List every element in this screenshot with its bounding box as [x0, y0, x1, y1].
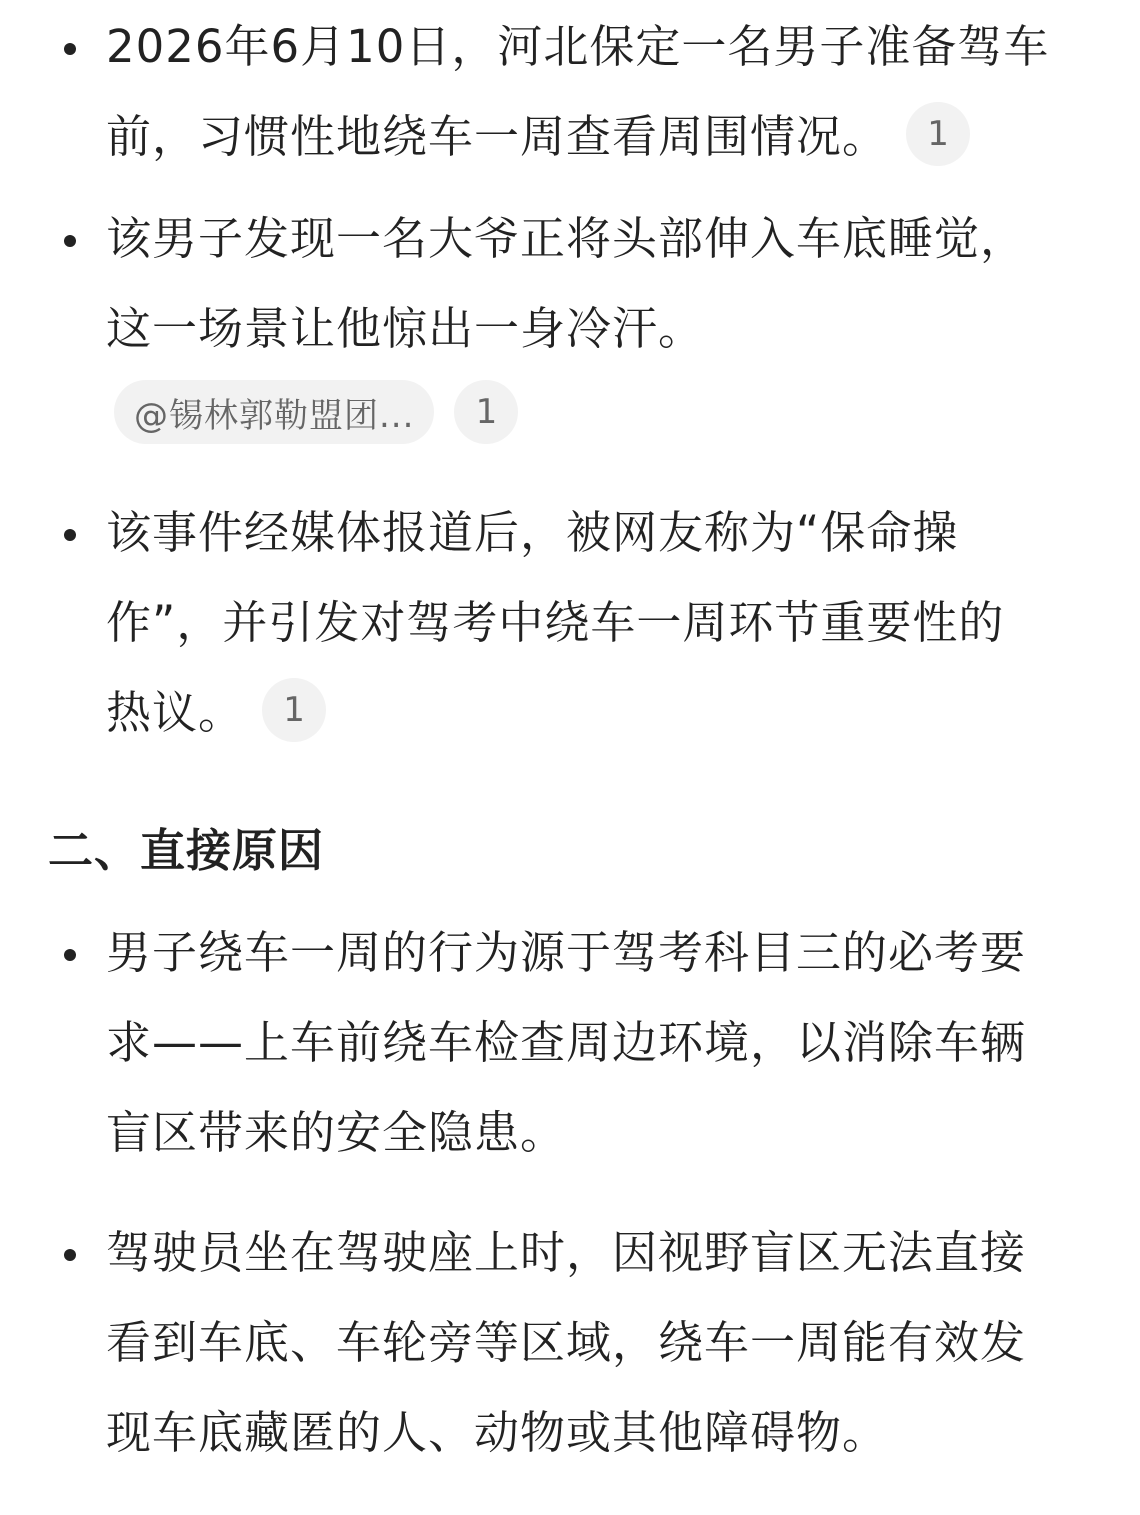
item-line: 男子绕车一周的行为源于驾考科目三的必考要 — [106, 926, 1027, 979]
source-chip[interactable]: @锡林郭勒盟团... — [114, 380, 434, 444]
item-line: 2026年6月10日，河北保定一名男子准备驾车 — [106, 20, 1050, 73]
list-item — [0, 194, 1140, 374]
item-line: 前，习惯性地绕车一周查看周围情况。 — [106, 110, 889, 163]
item-line: 这一场景让他惊出一身冷汗。 — [106, 302, 705, 355]
list-item — [0, 488, 1140, 758]
section-heading: 二、直接原因 — [48, 824, 325, 877]
bullet-dot — [64, 529, 76, 541]
source-row — [114, 380, 1140, 444]
item-line: 热议。 — [106, 686, 245, 739]
item-line: 该男子发现一名大爷正将头部伸入车底睡觉， — [106, 212, 1027, 265]
event-list — [0, 2, 1140, 374]
item-line: 看到车底、车轮旁等区域，绕车一周能有效发 — [106, 1316, 1027, 1369]
bullet-dot — [64, 43, 76, 55]
item-line: 该事件经媒体报道后，被网友称为“保命操 — [106, 506, 959, 559]
list-item — [0, 2, 1140, 182]
citation-badge[interactable]: 1 — [454, 380, 518, 444]
citation-badge[interactable]: 1 — [262, 678, 326, 742]
answer-content — [0, 2, 1140, 1515]
cause-list — [0, 908, 1140, 1478]
item-line: 盲区带来的安全隐患。 — [106, 1106, 567, 1159]
item-line: 驾驶员坐在驾驶座上时，因视野盲区无法直接 — [106, 1226, 1027, 1279]
citation-badge[interactable]: 1 — [906, 102, 970, 166]
bullet-dot — [64, 949, 76, 961]
item-line: 求——上车前绕车检查周边环境，以消除车辆 — [106, 1016, 1027, 1069]
item-line: 现车底藏匿的人、动物或其他障碍物。 — [106, 1406, 889, 1459]
bullet-dot — [64, 235, 76, 247]
item-line: 作”，并引发对驾考中绕车一周环节重要性的 — [106, 596, 1005, 649]
list-item — [0, 1208, 1140, 1478]
bullet-dot — [64, 1249, 76, 1261]
list-item — [0, 908, 1140, 1178]
event-list-continued — [0, 488, 1140, 758]
